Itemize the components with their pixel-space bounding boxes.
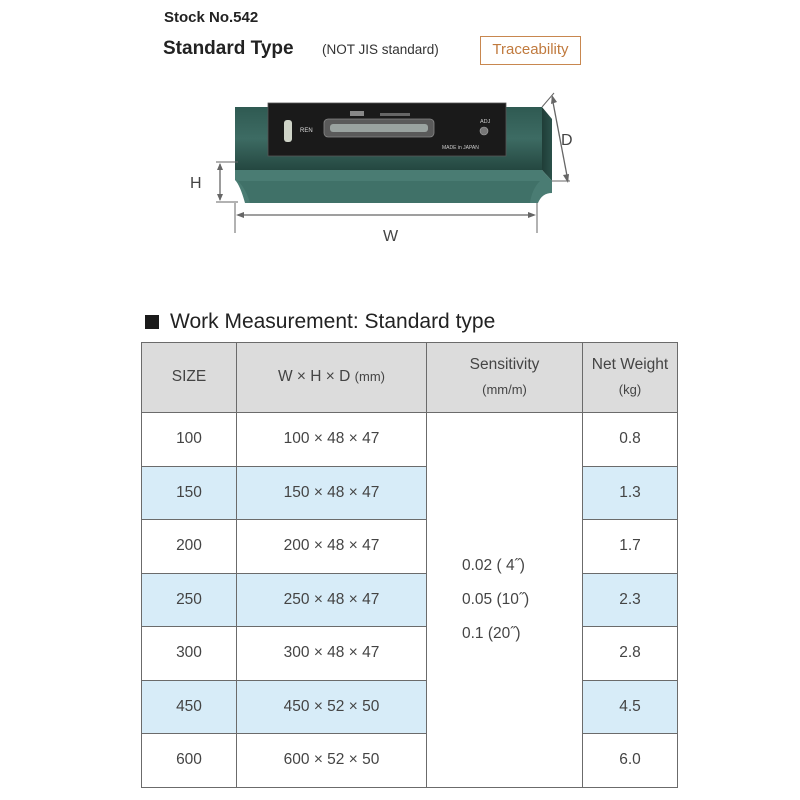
cell-dims: 600 × 52 × 50 (237, 734, 427, 788)
table-row (142, 680, 678, 734)
section-heading (145, 310, 495, 334)
cell-size: 200 (142, 520, 237, 574)
cell-weight: 1.3 (583, 466, 678, 520)
plate-adj: ADJ (480, 119, 491, 125)
table-row (142, 573, 678, 627)
table-row (142, 466, 678, 520)
header-size: SIZE (142, 343, 237, 413)
header-sensitivity: Sensitivity (mm/m) (427, 343, 583, 413)
cell-size: 450 (142, 680, 237, 734)
cell-weight: 2.3 (583, 573, 678, 627)
cell-size: 250 (142, 573, 237, 627)
cell-size: 600 (142, 734, 237, 788)
cell-weight: 6.0 (583, 734, 678, 788)
cell-size: 100 (142, 413, 237, 467)
cell-dims: 450 × 52 × 50 (237, 680, 427, 734)
sensitivity-value: 0.02 ( 4˝) (462, 556, 525, 574)
plate-brand: REN (300, 128, 313, 134)
table-row (142, 520, 678, 574)
cell-size: 300 (142, 627, 237, 681)
level-diagram (180, 85, 600, 260)
sensitivity-value: 0.05 (10˝) (462, 590, 530, 608)
table-header-row (142, 343, 678, 413)
cell-sensitivity (427, 413, 583, 788)
cell-weight: 0.8 (583, 413, 678, 467)
label-d: D (561, 132, 573, 149)
cell-size: 150 (142, 466, 237, 520)
cell-weight: 2.8 (583, 627, 678, 681)
cell-weight: 1.7 (583, 520, 678, 574)
cell-dims: 150 × 48 × 47 (237, 466, 427, 520)
spec-table (141, 342, 678, 788)
table-row (142, 413, 678, 467)
plate-made: MADE in JAPAN (442, 145, 479, 151)
cell-dims: 250 × 48 × 47 (237, 573, 427, 627)
cell-weight: 4.5 (583, 680, 678, 734)
product-title: Standard Type (163, 38, 294, 59)
sensitivity-value: 0.1 (20˝) (462, 624, 521, 642)
label-h: H (190, 175, 202, 192)
table-row (142, 734, 678, 788)
stock-number: Stock No.542 (164, 9, 259, 26)
bullet-square-icon (145, 315, 159, 329)
standard-note: (NOT JIS standard) (322, 42, 439, 57)
table-row (142, 627, 678, 681)
header-weight: Net Weight (kg) (583, 343, 678, 413)
label-w: W (383, 228, 399, 245)
cell-dims: 200 × 48 × 47 (237, 520, 427, 574)
traceability-badge: Traceability (480, 36, 581, 65)
cell-dims: 300 × 48 × 47 (237, 627, 427, 681)
level-side-face (542, 107, 552, 181)
header-dims: W × H × D (mm) (237, 343, 427, 413)
section-title: Work Measurement: Standard type (170, 310, 496, 333)
cell-dims: 100 × 48 × 47 (237, 413, 427, 467)
